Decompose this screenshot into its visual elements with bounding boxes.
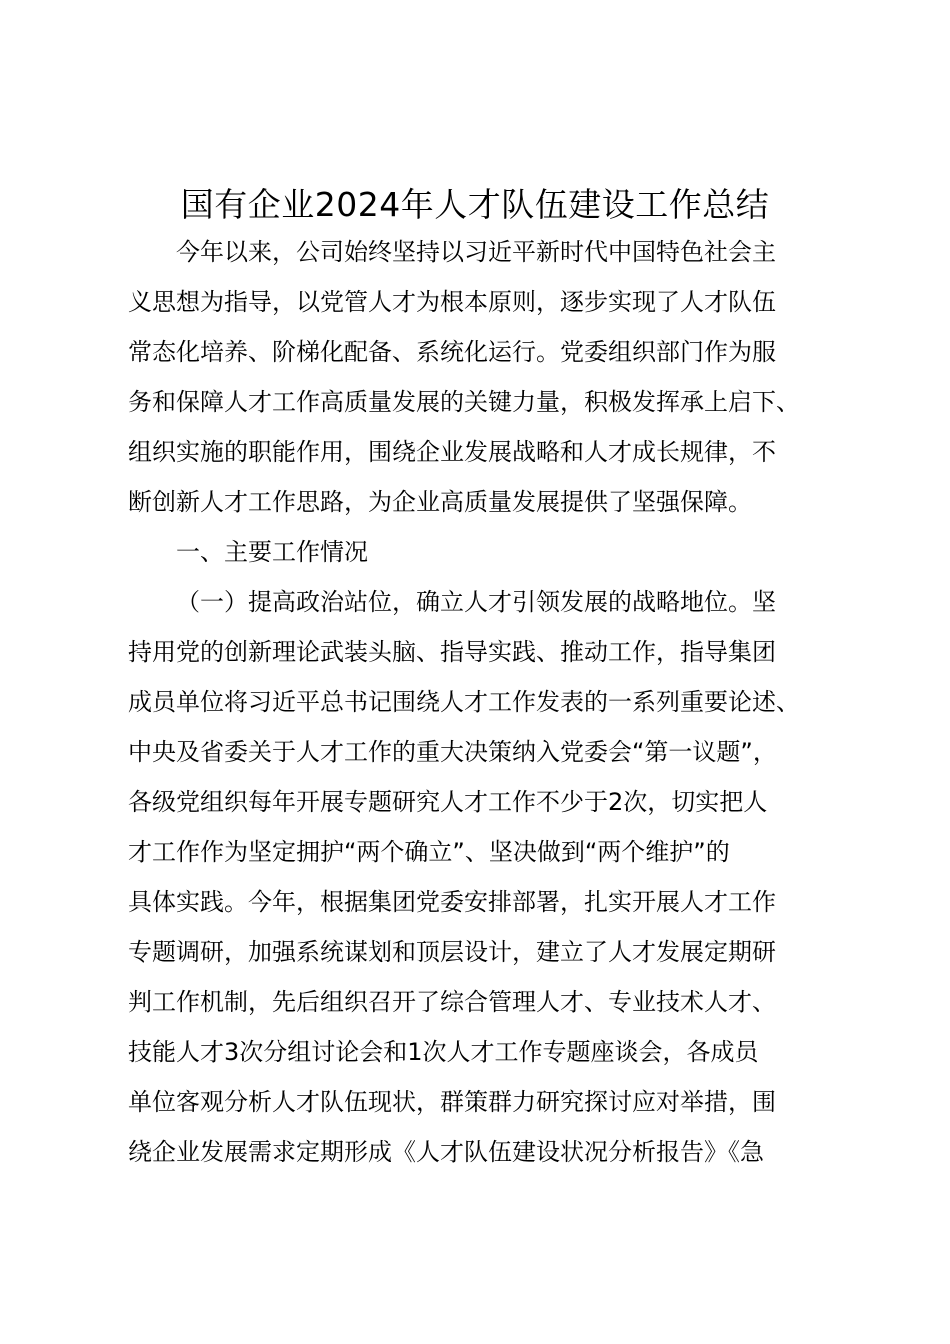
paragraph-line: 才工作作为坚定拥护“两个确立”、坚决做到“两个维护”的 (128, 838, 730, 866)
paragraph-line: 持用党的创新理论武装头脑、指导实践、推动工作，指导集团 (128, 638, 776, 666)
paragraph-line: 务和保障人才工作高质量发展的关键力量，积极发挥承上启下、 (128, 388, 800, 416)
paragraph-line: （一）提高政治站位，确立人才引领发展的战略地位。坚 (176, 588, 776, 616)
paragraph-line: 今年以来，公司始终坚持以习近平新时代中国特色社会主 (176, 238, 776, 266)
paragraph-line: 常态化培养、阶梯化配备、系统化运行。党委组织部门作为服 (128, 338, 776, 366)
paragraph-line: 绕企业发展需求定期形成《人才队伍建设状况分析报告》《急 (128, 1138, 764, 1166)
section-heading: 一、主要工作情况 (176, 538, 368, 566)
paragraph-line: 组织实施的职能作用，围绕企业发展战略和人才成长规律，不 (128, 438, 776, 466)
paragraph-line: 中央及省委关于人才工作的重大决策纳入党委会“第一议题”， (128, 738, 777, 766)
document-title: 国有企业2024年人才队伍建设工作总结 (180, 185, 770, 224)
paragraph-line: 单位客观分析人才队伍现状，群策群力研究探讨应对举措，围 (128, 1088, 776, 1116)
paragraph-line: 具体实践。今年，根据集团党委安排部署，扎实开展人才工作 (128, 888, 776, 916)
paragraph-line: 判工作机制，先后组织召开了综合管理人才、专业技术人才、 (128, 988, 776, 1016)
paragraph-line: 义思想为指导，以党管人才为根本原则，逐步实现了人才队伍 (128, 288, 776, 316)
paragraph-line: 各级党组织每年开展专题研究人才工作不少于2次，切实把人 (128, 788, 768, 816)
paragraph-line: 成员单位将习近平总书记围绕人才工作发表的一系列重要论述、 (128, 688, 800, 716)
paragraph-line: 断创新人才工作思路，为企业高质量发展提供了坚强保障。 (128, 488, 752, 516)
paragraph-line: 技能人才3次分组讨论会和1次人才工作专题座谈会，各成员 (128, 1038, 759, 1066)
paragraph-line: 专题调研，加强系统谋划和顶层设计，建立了人才发展定期研 (128, 938, 776, 966)
